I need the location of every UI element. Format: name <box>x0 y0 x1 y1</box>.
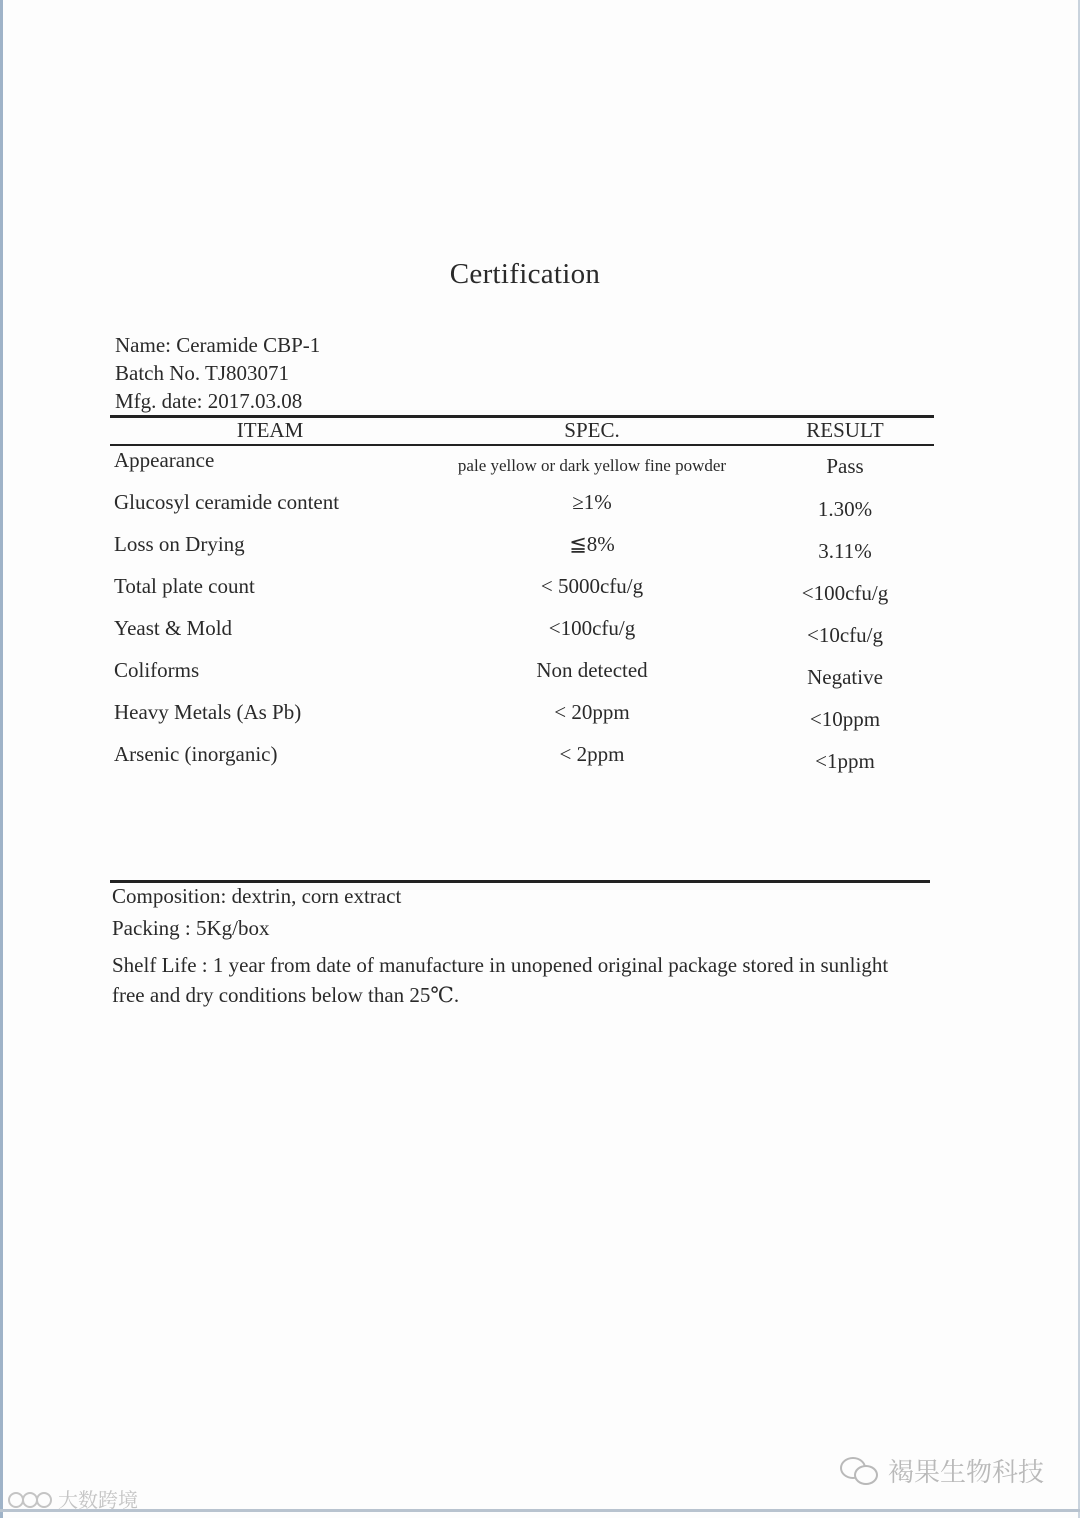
page-title: Certification <box>449 258 601 290</box>
header-rule <box>110 444 934 446</box>
row-result: <100cfu/g <box>801 581 889 605</box>
manufacture-date: Mfg. date: 2017.03.08 <box>115 389 303 413</box>
row-item: Heavy Metals (As Pb) <box>114 700 302 724</box>
batch-number: Batch No. TJ803071 <box>115 361 290 385</box>
wechat-icon <box>840 1457 880 1485</box>
packing: Packing : 5Kg/box <box>112 916 270 940</box>
product-name: Name: Ceramide CBP-1 <box>115 333 321 357</box>
row-result: 3.11% <box>818 539 872 563</box>
row-result: Pass <box>826 454 864 478</box>
logo-icon <box>8 1488 54 1510</box>
row-spec: < 5000cfu/g <box>540 574 644 598</box>
row-item: Arsenic (inorganic) <box>114 742 278 766</box>
table-row <box>0 574 1080 614</box>
row-item: Yeast & Mold <box>114 616 233 640</box>
watermark-text: 大数跨境 <box>58 1488 138 1512</box>
row-spec: <100cfu/g <box>548 616 636 640</box>
row-result: Negative <box>807 665 883 689</box>
column-header-spec: SPEC. <box>564 418 620 442</box>
row-item: Coliforms <box>114 658 200 682</box>
row-spec: pale yellow or dark yellow fine powder <box>457 456 727 475</box>
table-row <box>0 742 1080 782</box>
table-row <box>0 532 1080 572</box>
table-row <box>0 448 1080 488</box>
shelf-life: Shelf Life : 1 year from date of manufacture in unopened original package stored in sunlight free and dry conditions below than 25℃. <box>112 953 889 1007</box>
table-row <box>0 658 1080 698</box>
table-row <box>0 616 1080 656</box>
table-row <box>0 700 1080 740</box>
watermark-left <box>8 1484 138 1513</box>
table-bottom-rule <box>110 880 930 883</box>
table-row <box>0 490 1080 530</box>
row-item: Total plate count <box>114 574 255 598</box>
column-header-item: ITEAM <box>236 418 304 442</box>
row-result: <10ppm <box>809 707 881 731</box>
page-edge <box>0 1509 1080 1512</box>
watermark-text: 褐果生物科技 <box>887 1458 1044 1488</box>
column-header-result: RESULT <box>806 418 884 442</box>
composition: Composition: dextrin, corn extract <box>112 884 402 908</box>
row-result: <1ppm <box>815 749 875 773</box>
watermark-right <box>840 1452 1044 1489</box>
row-spec: Non detected <box>536 658 648 682</box>
row-result: 1.30% <box>817 497 873 521</box>
row-spec: < 2ppm <box>559 742 625 766</box>
row-result: <10cfu/g <box>807 623 883 647</box>
row-item: Appearance <box>114 448 215 472</box>
row-spec: ≦8% <box>569 532 615 556</box>
row-item: Loss on Drying <box>114 532 245 556</box>
row-item: Glucosyl ceramide content <box>114 490 340 514</box>
row-spec: < 20ppm <box>554 700 630 724</box>
row-spec: ≥1% <box>572 490 612 514</box>
